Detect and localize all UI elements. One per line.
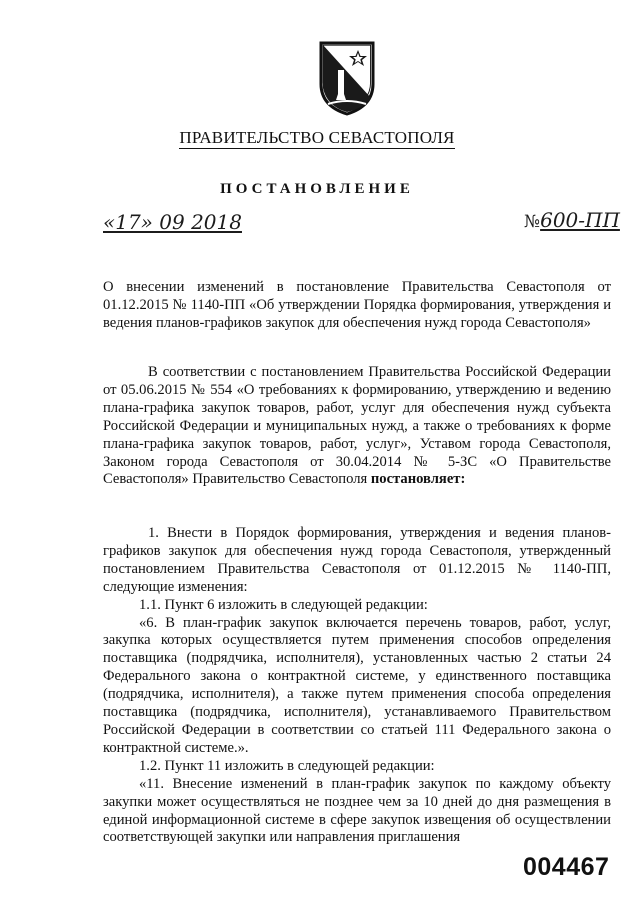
document-number bbox=[524, 208, 620, 232]
clause-1: 1. Внести в Порядок формирования, утверждения и ведения планов-графиков закупок для обеспечения нужд города Севастополя, утвержденный постановлением Правительства Севастополя от 01.12.2015 № 1140-ПП, следующие изменения: bbox=[103, 525, 611, 595]
resolves-word: постановляет: bbox=[370, 471, 466, 488]
preamble-text: В соответствии с постановлением Правительства Российской Федерации от 05.06.2015 № 554 «О требованиях к формированию, утверждению и ведению плана-графика закупок товаров, работ, услуг для обеспечения нужд субъекта Российской Федерации и муниципальных нужд, а также о требованиях к форме плана-графика закупок товаров, работ, услуг», Уставом города Севастополя, Законом города Севастополя от 30.04.2014 № 5-ЗС «О Правительстве Севастополя» Правительство Севастополя bbox=[103, 364, 611, 488]
document-title: О внесении изменений в постановление Правительства Севастополя от 01.12.2015 № 1140-ПП «Об утверждении Порядка формирования, утверждения и ведения планов-графиков закупок для обеспечения нужд города Севастополя» bbox=[103, 279, 611, 331]
serial-number: 004467 bbox=[523, 853, 610, 881]
document-body bbox=[103, 525, 611, 847]
organization-name: ПРАВИТЕЛЬСТВО СЕВАСТОПОЛЯ bbox=[179, 128, 455, 147]
number-sign: № bbox=[524, 212, 541, 232]
clause-1-1-text: «6. В план-график закупок включается перечень товаров, работ, услуг, закупка которых осуществляется путем применения способов определения поставщика (подрядчика, исполнителя), установленных частью 2 статьи 24 Федерального закона о контрактной системе, у единственного поставщика (подрядчика, исполнителя), а также путем применения способа определения поставщика (подрядчика, исполнителя), устанавливаемого Правительством Российской Федерации в соответствии со статьей 111 Федерального закона о контрактной системе.». bbox=[103, 614, 611, 756]
clause-1-2: 1.2. Пункт 11 изложить в следующей редакции: bbox=[139, 757, 435, 774]
document-date: «17» 09 2018 bbox=[103, 210, 242, 234]
preamble bbox=[103, 364, 611, 489]
clause-1-2-text: «11. Внесение изменений в план-график закупок по каждому объекту закупки может осуществляться не позднее чем за 10 дней до дня размещения в единой информационной системе в сфере закупок извещения об осуществлении соответствующей закупки или направления приглашения bbox=[103, 775, 611, 846]
clause-1-1: 1.1. Пункт 6 изложить в следующей редакции: bbox=[139, 596, 428, 613]
document-number-value: 600-ПП bbox=[540, 208, 620, 232]
document-type: ПОСТАНОВЛЕНИЕ bbox=[220, 181, 414, 197]
sevastopol-coat-of-arms-icon bbox=[318, 40, 376, 116]
